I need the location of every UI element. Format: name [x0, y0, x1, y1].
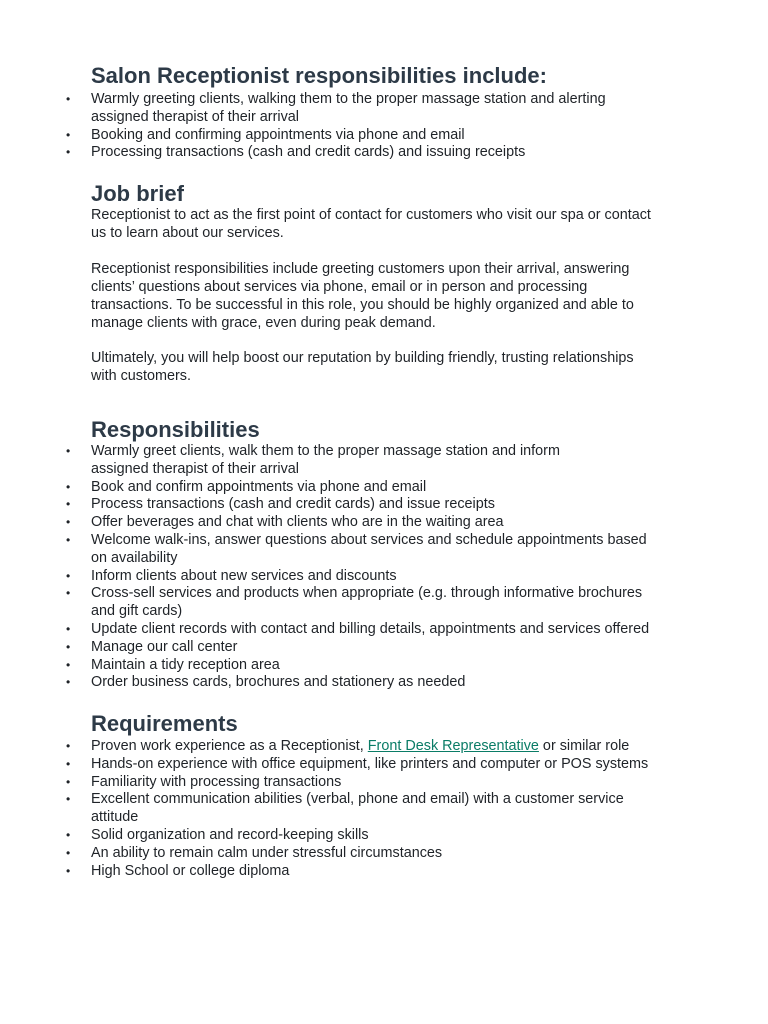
- list-item: [0, 845, 768, 863]
- intro-heading: Salon Receptionist responsibilities include:: [91, 63, 547, 88]
- item-text: Order business cards, brochures and stationery as needed: [91, 674, 466, 691]
- list-item: [0, 639, 768, 657]
- bullet-icon: •: [66, 739, 71, 753]
- bullet-icon: •: [66, 792, 71, 807]
- bullet-icon: •: [66, 863, 71, 878]
- bullet-icon: •: [66, 756, 71, 771]
- bullet-icon: •: [66, 145, 71, 160]
- bullet-icon: •: [66, 568, 71, 583]
- list-item: [0, 443, 768, 479]
- list-item: [0, 621, 768, 639]
- item-text: Solid organization and record-keeping skills: [91, 826, 369, 843]
- item-text: Manage our call center: [91, 638, 238, 655]
- bullet-icon: •: [66, 532, 71, 547]
- item-text: Warmly greet clients, walk them to the proper massage station and inform: [91, 443, 560, 459]
- item-text: Excellent communication abilities (verbal, phone and email) with a customer service: [91, 791, 624, 808]
- list-item: [0, 827, 768, 845]
- item-text: Offer beverages and chat with clients who are in the waiting area: [91, 514, 504, 531]
- bullet-icon: •: [66, 127, 71, 142]
- list-item: [0, 738, 768, 756]
- list-item: [0, 863, 768, 881]
- list-item: [0, 479, 768, 497]
- job-brief-paragraph: [91, 260, 691, 332]
- item-text: assigned therapist of their arrival: [91, 108, 299, 125]
- item-text: Inform clients about new services and discounts: [91, 567, 397, 584]
- paragraph-line: us to learn about our services.: [91, 225, 284, 241]
- paragraph-line: manage clients with grace, even during peak demand.: [91, 315, 436, 331]
- bullet-icon: •: [66, 657, 71, 672]
- bullet-icon: •: [66, 621, 71, 636]
- list-item: [0, 774, 768, 792]
- list-item: [0, 144, 768, 162]
- item-text: Maintain a tidy reception area: [91, 656, 280, 673]
- list-item: [0, 532, 768, 568]
- paragraph-line: Receptionist to act as the first point of contact for customers who visit our spa or contact: [91, 207, 651, 223]
- item-text: Book and confirm appointments via phone and email: [91, 478, 427, 495]
- list-item: [0, 496, 768, 514]
- list-item: [0, 568, 768, 586]
- list-item: [0, 657, 768, 675]
- item-text: attitude: [91, 809, 139, 826]
- list-item: [0, 585, 768, 621]
- bullet-icon: •: [66, 639, 71, 654]
- bullet-icon: •: [66, 845, 71, 860]
- bullet-icon: •: [66, 675, 71, 690]
- item-text: Warmly greeting clients, walking them to the proper massage station and alerting: [91, 91, 606, 107]
- paragraph-line: Receptionist responsibilities include greeting customers upon their arrival, answering: [91, 261, 630, 277]
- paragraph-line: transactions. To be successful in this role, you should be highly organized and able to: [91, 297, 634, 313]
- list-item: [0, 514, 768, 532]
- paragraph-line: Ultimately, you will help boost our reputation by building friendly, trusting relationships: [91, 350, 634, 366]
- list-item: [0, 127, 768, 145]
- requirements-list: [0, 738, 768, 880]
- item-text: assigned therapist of their arrival: [91, 460, 299, 477]
- job-brief-paragraph: [91, 349, 691, 385]
- list-item: [0, 791, 768, 827]
- list-item: [0, 756, 768, 774]
- item-text: High School or college diploma: [91, 862, 290, 879]
- item-text: Welcome walk-ins, answer questions about services and schedule appointments based: [91, 531, 647, 548]
- item-text: An ability to remain calm under stressful circumstances: [91, 844, 443, 861]
- item-text: Booking and confirming appointments via phone and email: [91, 126, 465, 143]
- bullet-icon: •: [66, 479, 71, 494]
- item-text: Update client records with contact and billing details, appointments and services offered: [91, 620, 650, 637]
- requirements-heading: Requirements: [91, 711, 238, 736]
- item-text: on availability: [91, 549, 178, 566]
- job-brief-paragraph: [91, 206, 691, 242]
- bullet-icon: •: [66, 586, 71, 601]
- bullet-icon: •: [66, 92, 71, 106]
- responsibilities-list: [0, 443, 768, 692]
- list-item: [0, 91, 768, 127]
- bullet-icon: •: [66, 497, 71, 512]
- responsibilities-heading: Responsibilities: [91, 417, 260, 442]
- bullet-icon: •: [66, 827, 71, 842]
- list-item: [0, 674, 768, 692]
- front-desk-representative-link[interactable]: Front Desk Representative: [367, 738, 539, 754]
- job-brief-heading: Job brief: [91, 181, 184, 206]
- item-text: Processing transactions (cash and credit cards) and issuing receipts: [91, 144, 526, 161]
- bullet-icon: •: [66, 444, 71, 458]
- item-text: Hands-on experience with office equipment, like printers and computer or POS systems: [91, 755, 649, 772]
- bullet-icon: •: [66, 774, 71, 789]
- intro-list: [0, 91, 768, 162]
- bullet-icon: •: [66, 515, 71, 530]
- item-text: and gift cards): [91, 603, 183, 620]
- paragraph-line: with customers.: [91, 368, 191, 384]
- item-text: Familiarity with processing transactions: [91, 773, 342, 790]
- item-text: Proven work experience as a Receptionist,: [91, 738, 368, 754]
- item-text: or similar role: [538, 738, 630, 754]
- item-text: Process transactions (cash and credit cards) and issue receipts: [91, 496, 495, 513]
- paragraph-line: clients’ questions about services via phone, email or in person and processing: [91, 279, 588, 295]
- item-text: Cross-sell services and products when appropriate (e.g. through informative brochures: [91, 585, 643, 602]
